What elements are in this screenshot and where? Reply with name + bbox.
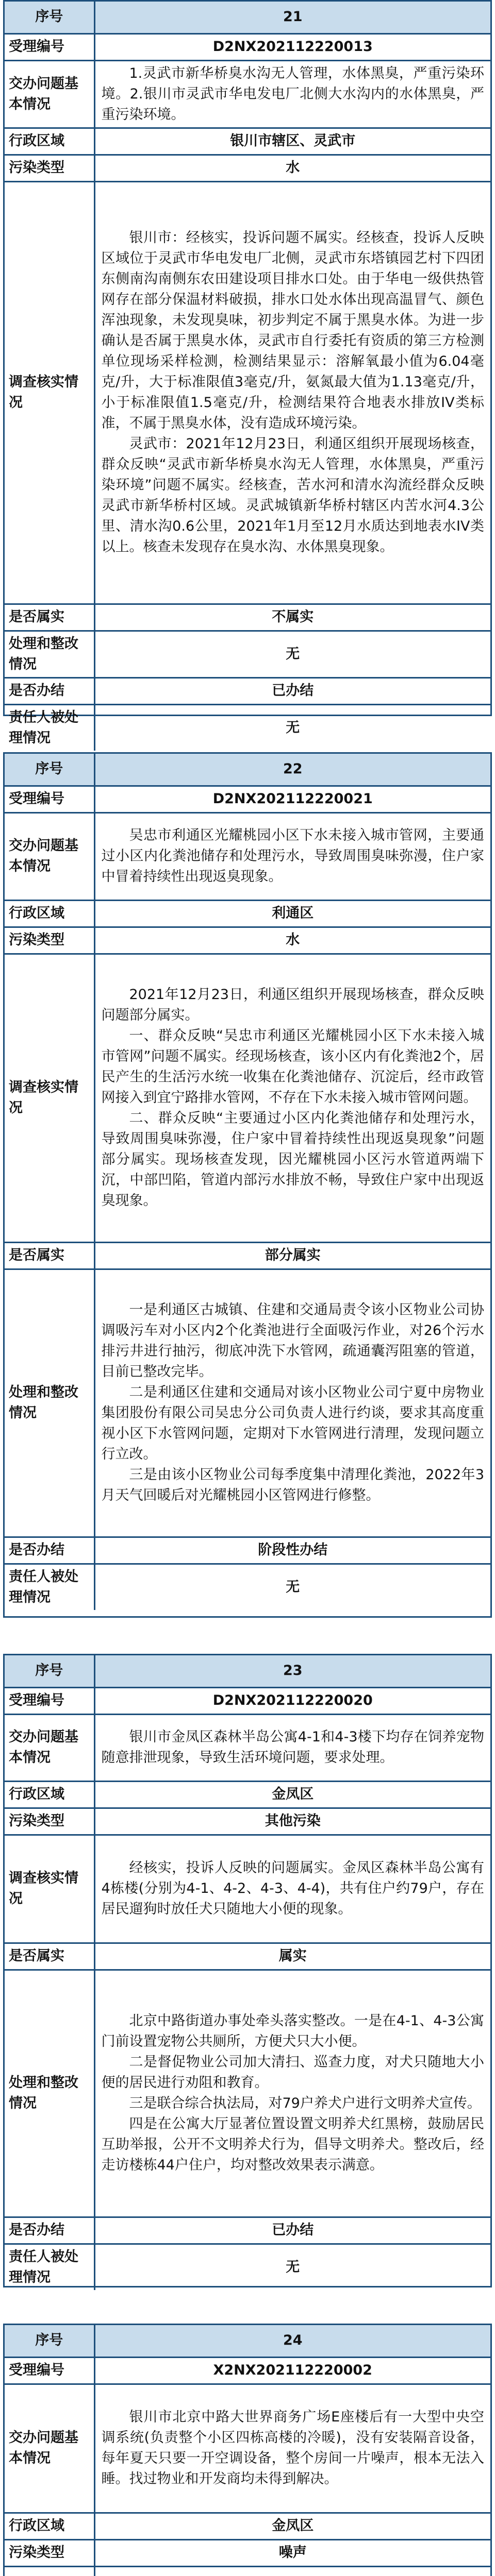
findings-paragraph: 银川市：经核实，投诉问题不属实。经核查，投诉人反映区域位于灵武市华电发电厂北侧，灵武市东塔镇园艺村下四团东侧南沟南侧东农田建设项目排水口处。由于华电一级供热管网存在部分保温材料破损，排水口处水体出现高温冒气、颜色浑浊现象，未发现臭味，初步判定不属于黑臭水体。为进一步确认是否属于黑臭水体，灵武市自行委托有资质的第三方检测单位现场采样检测，检测结果显示：溶解氧最小值为6.04毫克/升，大于标准限值3毫克/升，氨氮最大值为1.13毫克/升，小于标准限值1.5毫克/升，检测结果符合地表水排放IV类标准，不属于黑臭水体，没有造成环境污染。 — [101, 230, 484, 431]
summary-value: 银川市北京中路大世界商务广场E座楼后有一大型中央空调系统(负责整个小区四栋高楼的冷暖)，没有安装隔音设备，每年夏天只要一开空调设备，整个房间一片噪声，根本无法入睡。找过物业和开发商均未得到解决。 — [94, 2384, 490, 2513]
handling-paragraph: 一是利通区古城镇、住建和交通局责令该小区物业公司协调吸污车对小区内2个化粪池进行全面吸污作业，对26个污水排污井进行抽污，彻底冲洗下水管网，疏通囊泻阻塞的管道，目前已整改完毕。 — [101, 1302, 484, 1380]
handling-value — [94, 1970, 490, 2217]
case-table — [5, 754, 490, 1610]
findings-value — [94, 1835, 490, 1943]
handling-paragraph: 二是利通区住建和交通局对该小区物业公司宁夏中房物业集团股份有限公司吴忠分公司负责人进行约谈，要求其高度重视小区下水管网问题，定期对下水管网进行清理，发现问题立行立改。 — [101, 1384, 484, 1462]
summary-value: 银川市金凤区森林半岛公寓4-1和4-3楼下均存在饲养宠物随意排泄现象，导致生活环境问题，要求处理。 — [94, 1714, 490, 1781]
handling-paragraph: 三是由该小区物业公司每季度集中清理化粪池，2022年3月天气回暖后对光耀桃园小区管网进行修整。 — [101, 1467, 484, 1503]
accountability-value: 无 — [94, 1564, 490, 1610]
case-id-label: 受理编号 — [5, 786, 94, 812]
findings-paragraph: 灵武市：2021年12月23日，利通区组织开展现场核查，群众反映“灵武市新华桥臭水沟无人管理，水体黑臭，严重污染环境”问题不属实。经核查，苦水河和清水沟流经群众反映灵武市新华桥村区域。灵武城镇新华桥村辖区内苦水河4.3公里、清水沟0.6公里，2021年1月至12月水质达到地表水IV类以上。核查未发现存在臭水沟、水体黑臭现象。 — [101, 436, 484, 555]
region-label: 行政区域 — [5, 900, 94, 927]
accountability-label: 责任人被处理情况 — [5, 1564, 94, 1610]
seq-label: 序号 — [5, 1655, 94, 1687]
case-id-label: 受理编号 — [5, 1687, 94, 1714]
pollution-value: 其他污染 — [94, 1808, 490, 1835]
handling-paragraph: 北京中路街道办事处牵头落实整改。一是在4-1、4-3公寓门前设置宠物公共厕所，方便犬只大小便。 — [101, 2013, 484, 2049]
pollution-label: 污染类型 — [5, 2539, 94, 2566]
findings-paragraph: 二、群众反映“主要通过小区内化粪池储存和处理污水，导致周围臭味弥漫，住户家中冒着持续性出现返臭现象”问题部分属实。现场核查发现，因光耀桃园小区污水管道两端下沉，中部凹陷，管道内部污水排放不畅，导致住户家中出现返臭现象。 — [101, 1110, 484, 1209]
accountability-value: 无 — [94, 2244, 490, 2290]
region-value: 金凤区 — [94, 2513, 490, 2539]
seq-value: 21 — [94, 2, 490, 33]
pollution-value: 噪声 — [94, 2539, 490, 2566]
seq-value: 24 — [94, 2325, 490, 2357]
accountability-value: 无 — [94, 704, 490, 751]
verified-label: 是否属实 — [5, 604, 94, 631]
seq-label: 序号 — [5, 2, 94, 33]
region-label: 行政区域 — [5, 1781, 94, 1808]
summary-label: 交办问题基本情况 — [5, 60, 94, 128]
case-card-22 — [3, 752, 492, 1618]
summary-label: 交办问题基本情况 — [5, 812, 94, 900]
findings-value — [94, 2566, 490, 2576]
handling-label: 处理和整改情况 — [5, 1970, 94, 2217]
findings-label: 调查核实情况 — [5, 1835, 94, 1943]
handling-paragraph: 四是在公寓大厅显著位置设置文明养犬红黑榜，鼓励居民互助举报，公开不文明养犬行为，倡导文明养犬。整改后，经走访楼栋44户住户，均对整改效果表示满意。 — [101, 2116, 484, 2173]
pollution-value: 水 — [94, 927, 490, 954]
case-id-label: 受理编号 — [5, 2357, 94, 2384]
region-label: 行政区域 — [5, 128, 94, 155]
region-label: 行政区域 — [5, 2513, 94, 2539]
pollution-value: 水 — [94, 155, 490, 181]
verified-value: 不属实 — [94, 604, 490, 631]
handling-paragraph: 二是督促物业公司加大清扫、巡查力度，对犬只随地大小便的居民进行劝阻和教育。 — [101, 2054, 484, 2091]
findings-label: 调查核实情况 — [5, 954, 94, 1242]
region-value: 金凤区 — [94, 1781, 490, 1808]
case-id-value: D2NX202112220013 — [94, 33, 490, 60]
case-id-value: D2NX202112220021 — [94, 786, 490, 812]
completed-label: 是否办结 — [5, 1537, 94, 1564]
case-table — [5, 2325, 490, 2576]
completed-value: 已办结 — [94, 2217, 490, 2244]
handling-value — [94, 1269, 490, 1537]
completed-value: 已办结 — [94, 677, 490, 704]
verified-label: 是否属实 — [5, 1943, 94, 1970]
seq-value: 23 — [94, 1655, 490, 1687]
case-card-23 — [3, 1654, 492, 2287]
accountability-label: 责任人被处理情况 — [5, 2244, 94, 2290]
summary-label: 交办问题基本情况 — [5, 1714, 94, 1781]
case-table — [5, 2, 490, 751]
findings-paragraph: 一、群众反映“吴忠市利通区光耀桃园小区下水未接入城市管网”问题不属实。经现场核查，该小区内有化粪池2个，居民产生的生活污水统一收集在化粪池储存、沉淀后，经市政管网接入到宜宁路排水管网，不存在下水未接入城市管网问题。 — [101, 1028, 484, 1106]
case-card-21 — [3, 0, 492, 746]
pollution-label: 污染类型 — [5, 927, 94, 954]
findings-value — [94, 181, 490, 604]
findings-paragraph: 2021年12月23日，利通区组织开展现场核查，群众反映问题部分属实。 — [101, 987, 484, 1023]
summary-label: 交办问题基本情况 — [5, 2384, 94, 2513]
accountability-label: 责任人被处理情况 — [5, 704, 94, 751]
summary-value: 吴忠市利通区光耀桃园小区下水未接入城市管网，主要通过小区内化粪池储存和处理污水，导致周围臭味弥漫，住户家中冒着持续性出现返臭现象。 — [94, 812, 490, 900]
case-id-value: D2NX202112220020 — [94, 1687, 490, 1714]
case-card-24 — [3, 2324, 492, 2576]
findings-label — [5, 2566, 94, 2576]
region-value: 利通区 — [94, 900, 490, 927]
seq-label: 序号 — [5, 754, 94, 786]
summary-value: 1.灵武市新华桥臭水沟无人管理，水体黑臭，严重污染环境。2.银川市灵武市华电发电厂北侧大水沟内的水体黑臭，严重污染环境。 — [94, 60, 490, 128]
verified-label: 是否属实 — [5, 1242, 94, 1269]
handling-label: 处理和整改情况 — [5, 631, 94, 677]
case-id-value: X2NX202112220002 — [94, 2357, 490, 2384]
handling-paragraph: 三是联合综合执法局，对79户养犬户进行文明养犬宣传。 — [129, 2095, 481, 2111]
completed-label: 是否办结 — [5, 2217, 94, 2244]
seq-value: 22 — [94, 754, 490, 786]
pollution-label: 污染类型 — [5, 1808, 94, 1835]
seq-label: 序号 — [5, 2325, 94, 2357]
case-id-label: 受理编号 — [5, 33, 94, 60]
completed-label: 是否办结 — [5, 677, 94, 704]
findings-paragraph: 经核实，投诉人反映的问题属实。金凤区森林半岛公寓有4栋楼(分别为4-1、4-2、4-3、4-4)，共有住户约79户，存在居民遛狗时放任犬只随地大小便的现象。 — [101, 1860, 484, 1917]
completed-value: 阶段性办结 — [94, 1537, 490, 1564]
region-value: 银川市辖区、灵武市 — [94, 128, 490, 155]
findings-value — [94, 954, 490, 1242]
case-table — [5, 1655, 490, 2290]
pollution-label: 污染类型 — [5, 155, 94, 181]
handling-label: 处理和整改情况 — [5, 1269, 94, 1537]
findings-label: 调查核实情况 — [5, 181, 94, 604]
verified-value: 部分属实 — [94, 1242, 490, 1269]
verified-value: 属实 — [94, 1943, 490, 1970]
handling-value: 无 — [94, 631, 490, 677]
